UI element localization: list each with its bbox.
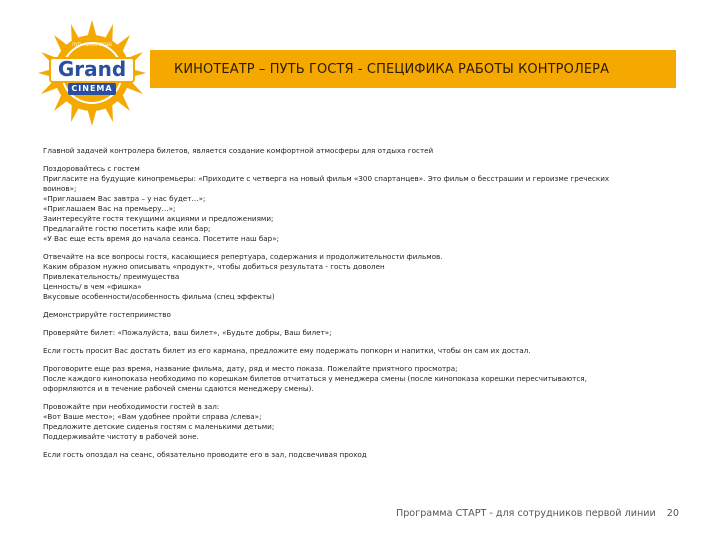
text-line: Ценность/ в чем «фишка»	[43, 282, 142, 291]
paragraph-check-ticket	[43, 328, 683, 338]
page-number: 20	[666, 508, 679, 519]
logo-word-grand: Grand	[57, 57, 127, 81]
header-bar	[150, 50, 676, 88]
text-line: Предложите детские сиденья гостям с маленькими детьми;	[43, 422, 275, 431]
paragraph-late-guest	[43, 450, 683, 460]
text-line: Если гость опоздал на сеанс, обязательно проводите его в зал, подсвечивая проход	[43, 450, 367, 459]
paragraph-hospitality	[43, 310, 683, 320]
page-title: КИНОТЕАТР – ПУТЬ ГОСТЯ - СПЕЦИФИКА РАБОТЫ КОНТРОЛЕРА	[174, 61, 610, 77]
text-line: Главной задачей контролера билетов, является создание комфортной атмосферы для отдыха гостей	[43, 146, 434, 155]
paragraph-greeting	[43, 164, 683, 244]
text-line: Вкусовые особенности/особенность фильма (спец эффекты)	[43, 292, 275, 301]
paragraph-escort	[43, 402, 683, 442]
text-line: Отвечайте на все вопросы гостя, касающиеся репертуара, содержания и продолжительности фильмов.	[43, 252, 443, 261]
footer	[396, 508, 679, 519]
text-line: «Приглашаем Вас на премьеру…»;	[43, 204, 176, 213]
text-line: Демонстрируйте гостеприимство	[43, 310, 171, 319]
paragraph-main-task	[43, 146, 683, 156]
text-line: Привлекательность/ преимущества	[43, 272, 180, 281]
text-line: Поддерживайте чистоту в рабочей зоне.	[43, 432, 199, 441]
content-body	[43, 146, 683, 468]
text-line: оформляются и в течение рабочей смены сдаются менеджеру смены).	[43, 384, 314, 393]
text-line: «Вот Ваше место»; «Вам удобнее пройти справа /слева»;	[43, 412, 262, 421]
text-line: После каждого кинопоказа необходимо по корешкам билетов отчитаться у менеджера смены (после кинопоказа корешки пересчитываются,	[43, 374, 587, 383]
text-line: Поздоровайтесь с гостем	[43, 164, 140, 173]
paragraph-pocket	[43, 346, 683, 356]
paragraph-repeat	[43, 364, 683, 394]
text-line: Каким образом нужно описывать «продукт», чтобы добиться результата - гость доволен	[43, 262, 385, 271]
text-line: Проверяйте билет: «Пожалуйста, ваш билет», «Будьте добры, Ваш билет»;	[43, 328, 332, 337]
text-line: Провожайте при необходимости гостей в зал:	[43, 402, 220, 411]
text-line: Предлагайте гостю посетить кафе или бар;	[43, 224, 211, 233]
paragraph-questions	[43, 252, 683, 302]
text-line: «Приглашаем Вас завтра – у нас будет…»;	[43, 194, 206, 203]
text-line: Заинтересуйте гостя текущими акциями и предложениями;	[43, 214, 274, 223]
logo-ring-text: ПУТЬ КИНОГЕРОЕВ	[72, 42, 112, 47]
text-line: Проговорите еще раз время, название фильма, дату, ряд и место показа. Пожелайте приятного просмотра;	[43, 364, 458, 373]
text-line: «У Вас еще есть время до начала сеанса. Посетите наш бар»;	[43, 234, 280, 243]
text-line: Пригласите на будущие кинопремьеры: «Приходите с четверга на новый фильм «300 спартанцев». Это фильм о бесстрашии и героизме греческих	[43, 174, 610, 183]
grand-cinema-logo	[38, 20, 146, 126]
text-line: Если гость просит Вас достать билет из его кармана, предложите ему подержать попкорн и напитки, чтобы он сам их достал.	[43, 346, 531, 355]
text-line: воинов»;	[43, 184, 77, 193]
logo-word-cinema: CINEMA	[71, 84, 113, 93]
footer-text: Программа СТАРТ - для сотрудников первой линии	[396, 508, 656, 519]
